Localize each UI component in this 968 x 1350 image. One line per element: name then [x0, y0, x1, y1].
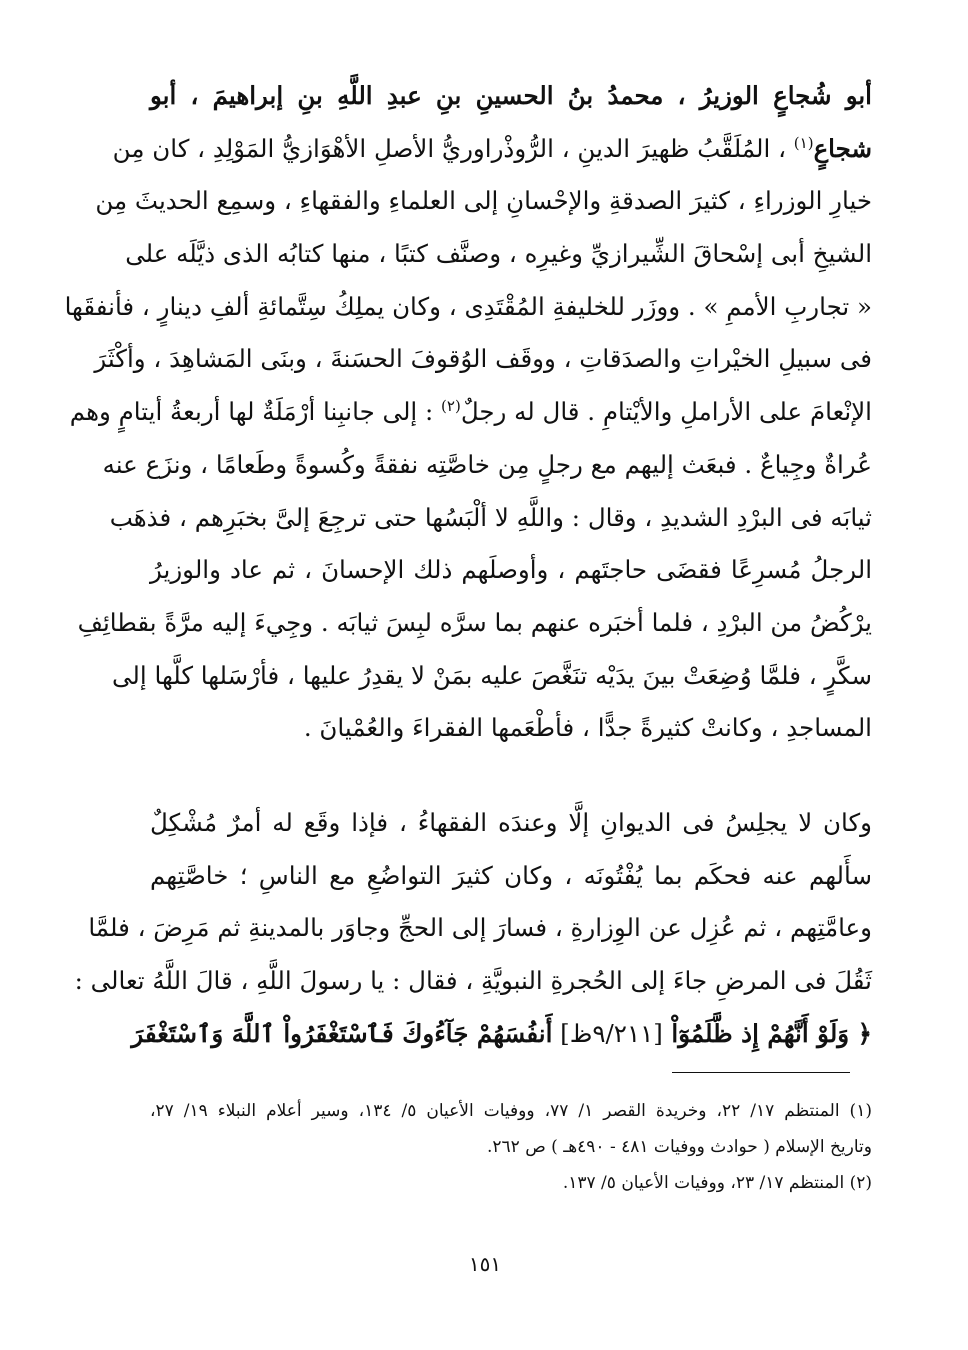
paragraph-1-line	[112, 123, 872, 176]
text-segment: ، المُلَقَّبُ ظهيرَ الدينِ ، الرُّوذْراوريُّ الأصلِ الأهْوَازيُّ المَوْلِدِ ، كان مِن	[112, 133, 794, 163]
text-segment: : إلى جانبِنا أرْمَلَةٌ لها أربعةُ أيتامٍ وهم	[69, 397, 442, 427]
text-segment: شجاعٍ	[813, 133, 872, 163]
text-segment: خيارِ الوزراءِ ، كثيرَ الصدقةِ والإحْسانِ إلى العلماءِ والفقهاءِ ، وسمِع الحديثَ مِن	[95, 186, 872, 216]
text-segment: سكَّرٍ ، فلمَّا وُضِعَتْ بينَ يدَيْه تنَغَّصَ عليه بمَنْ لا يقدِرُ عليها ، فأرْسَلها كلَّها إلى	[112, 660, 872, 690]
text-segment: أَنفُسَهُمْ جَآءُوكَ فَٱسْتَغْفَرُواْ ٱللَّهَ وَٱسْتَغْفَرَ	[131, 1018, 553, 1048]
text-segment: عُراةٌ وجِياعٌ . فبعَث إليهم مع رجلٍ مِن خاصَّتِه نفقةً وكُسوةً وطَعامًا ، ونزَع عنه	[102, 449, 872, 479]
text-segment: ثيابَه فى البرْدِ الشديدِ ، وقال : واللَّهِ لا ألْبَسُها حتى ترجِعَ إلىَّ بخبَرِهم ، فذهَب	[109, 502, 872, 532]
text-segment: فى سبيلِ الخيْراتِ والصدَقاتِ ، ووقَف الوُقوفَ الحسَنةَ ، وبنَى المَشاهِدَ ، وأكْثَرَ	[94, 344, 872, 374]
text-segment: الرجلُ مُسرِعًا فقضَى حاجتَهم ، وأوصلَهم ذلك الإحسانَ ، ثم عاد والوزيرُ	[150, 555, 872, 585]
text-segment: ثَقُلَ فى المرضِ جاءَ إلى الحُجرةِ النبويَّةِ ، فقال : يا رسولَ اللَّهِ ، قالَ اللَّهُ تعالى :	[74, 966, 872, 996]
paragraph-1-line	[150, 70, 872, 123]
paragraph-1-line	[102, 439, 872, 492]
paragraph-2-line	[131, 1008, 872, 1061]
footnote-1-line-2: وتاريخ الإسلام ( حوادث ووفيات ٤٨١ - ٤٩٠هـ ) ص ٢٦٢.	[487, 1137, 872, 1157]
text-segment: الشيخِ أبى إسْحاقَ الشِّيرازيِّ وغيرِه ، وصنَّف كتبًا ، منها كتابُه الذى ذيَّلَه على	[125, 239, 872, 269]
main-paragraph-2	[74, 797, 872, 1060]
paragraph-2-line	[74, 955, 872, 1008]
paragraph-1-line	[64, 281, 872, 334]
text-segment: أبو شُجاعٍ الوزيرُ ، محمدُ بنُ الحسينِ بنِ عبدِ اللَّهِ بنِ إبراهيمَ ، أبو	[150, 81, 872, 110]
text-segment: وكان لا يجلِسُ فى الديوانِ إلَّا وعندَه الفقهاءُ ، فإذا وقَع له أمرٌ مُشْكِلٌ	[150, 808, 872, 837]
paragraph-2-line	[88, 902, 872, 955]
footnotes	[150, 1093, 872, 1201]
paragraph-1-line	[125, 228, 872, 281]
page-number: ١٥١	[468, 1252, 502, 1276]
paragraph-1-line	[95, 175, 872, 228]
paragraph-1-line	[94, 333, 872, 386]
paragraph-1-line	[69, 386, 872, 439]
text-segment: سأَلهم عنه فحكَم بما يُفْتُونَه ، وكان كثيرَ التواضُعِ مع الناسِ ؛ خاصَّتِهم	[150, 860, 872, 890]
paragraph-2-line	[150, 797, 872, 850]
footnote-1-line-1: (١) المنتظم ١٧/ ٢٢، وخريدة القصر ١/ ٧٧، ووفيات الأعيان ٥/ ١٣٤، وسير أعلام النبلاء ١٩/ ٢٧،	[150, 1101, 872, 1121]
text-segment: [٩/٢١١ظ]	[552, 1018, 663, 1048]
text-segment: المساجدِ ، وكانتْ كثيرةً جدًّا ، فأطْعَمها الفقراءَ والعُمْيانَ .	[303, 713, 872, 743]
footnote-marker: (٢)	[441, 396, 461, 415]
text-segment: وعامَّتِهم ، ثم عُزِل عن الوِزارةِ ، فسارَ إلى الحجِّ وجاوَر بالمدينةِ ثم مَرِضَ ، فلمَّا	[88, 913, 872, 943]
text-segment: ﴿ وَلَوْ أَنَّهُمْ إِذ ظَّلَمُوٓاْ	[662, 1018, 872, 1048]
text-segment: الإنْعامَ على الأراملِ والأيْتامِ . قال له رجلٌ	[460, 397, 872, 427]
paragraph-1-line	[112, 650, 872, 703]
main-paragraph-1	[64, 70, 872, 755]
paragraph-1-line	[150, 544, 872, 597]
paragraph-2-line	[150, 850, 872, 903]
paragraph-1-line	[150, 702, 872, 755]
paragraph-1-line	[109, 492, 872, 545]
paragraph-1-line	[77, 597, 872, 650]
text-segment: يرْكُضُ من البرْدِ ، فلما أخبَره عنهم بما سرَّه لبِسَ ثيابَه . وجِيءَ إليه مرَّةً بقطائِفِ	[77, 607, 872, 637]
footnote-marker: (١)	[793, 133, 814, 152]
footnote-divider	[672, 1072, 850, 1073]
text-segment: « تجاربِ الأممِ » . ووزَر للخليفةِ المُقْتَدِى ، وكان يملِكُ سِتَّمائةِ ألفِ دينارٍ ، فأنفقَها	[64, 291, 872, 321]
footnote-2: (٢) المنتظم ١٧/ ٢٣، ووفيات الأعيان ٥/ ١٣٧.	[562, 1173, 872, 1193]
